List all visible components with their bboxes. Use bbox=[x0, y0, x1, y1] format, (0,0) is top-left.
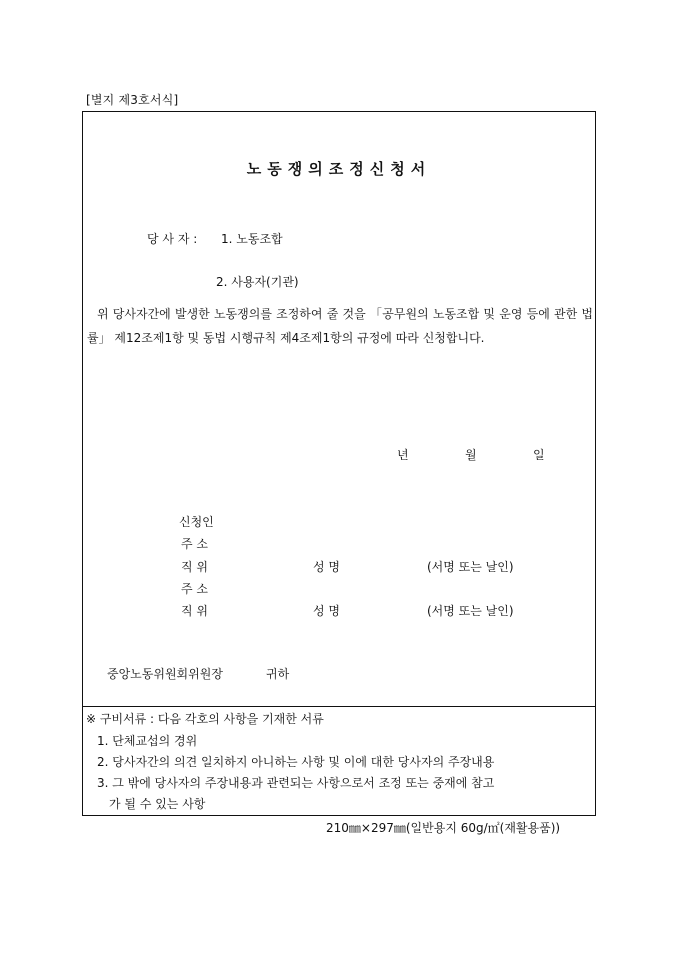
applicant1-position-label: 직 위 bbox=[181, 560, 208, 574]
form-frame bbox=[82, 111, 596, 816]
request-body-text: 위 당사자간에 발생한 노동쟁의를 조정하여 줄 것을 「공무원의 노동조합 및 운영 등에 관한 법률」 제12조제1항 및 동법 시행규칙 제4조제1항의 규정에 따라 신청합니다. bbox=[87, 307, 593, 345]
paper-spec-note: 210㎜×297㎜(일반용지 60g/㎡(재활용품)) bbox=[326, 821, 561, 835]
recipient-honorific: 귀하 bbox=[266, 667, 290, 681]
applicant1-address-label: 주 소 bbox=[181, 537, 208, 551]
parties-label: 당 사 자 : bbox=[147, 232, 198, 246]
applicant2-signature: (서명 또는 날인) bbox=[427, 604, 514, 618]
form-code-label: [별지 제3호서식] bbox=[86, 93, 179, 107]
date-day-label: 일 bbox=[533, 448, 545, 462]
attachments-heading: ※ 구비서류 : 다음 각호의 사항을 기재한 서류 bbox=[86, 712, 324, 726]
applicant-heading: 신청인 bbox=[179, 515, 214, 529]
date-month-label: 월 bbox=[465, 448, 477, 462]
applicant1-name-label: 성 명 bbox=[313, 560, 340, 574]
party-labor-union: 1. 노동조합 bbox=[221, 232, 283, 246]
applicant2-name-label: 성 명 bbox=[313, 604, 340, 618]
party-employer: 2. 사용자(기관) bbox=[216, 275, 299, 289]
attachment-item-3: 3. 그 밖에 당사자의 주장내용과 관련되는 사항으로서 조정 또는 중재에 참고 bbox=[97, 776, 495, 790]
attachment-item-1: 1. 단체교섭의 경위 bbox=[97, 734, 198, 748]
applicant2-position-label: 직 위 bbox=[181, 604, 208, 618]
applicant1-signature: (서명 또는 날인) bbox=[427, 560, 514, 574]
attachments-divider bbox=[83, 706, 595, 707]
date-year-label: 년 bbox=[397, 448, 409, 462]
attachment-item-2: 2. 당사자간의 의견 일치하지 아니하는 사항 및 이에 대한 당사자의 주장내용 bbox=[97, 755, 495, 769]
document-title: 노동쟁의조정신청서 bbox=[246, 160, 432, 178]
recipient-name: 중앙노동위원회위원장 bbox=[107, 667, 223, 681]
attachment-item-3-continued: 가 될 수 있는 사항 bbox=[109, 797, 206, 811]
applicant2-address-label: 주 소 bbox=[181, 582, 208, 596]
